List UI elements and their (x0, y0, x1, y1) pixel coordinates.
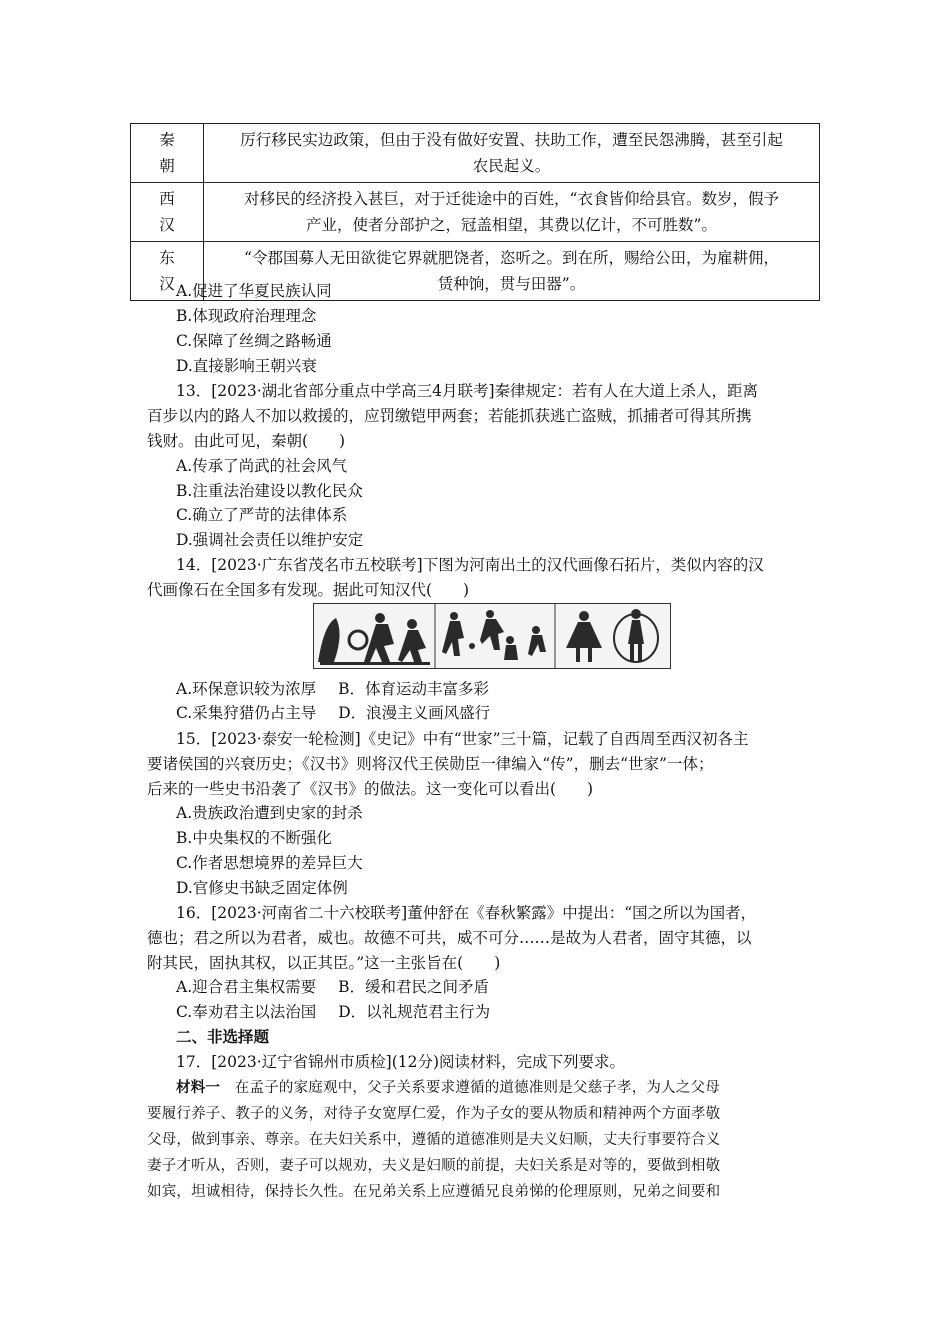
dynasty-char: 东 (159, 249, 175, 267)
q14-options-row-1 (176, 677, 846, 701)
q16-options-row-2 (176, 1000, 846, 1024)
q12-option-b[interactable]: B.体现政府治理理念 (176, 307, 317, 325)
policy-text: 厉行移民实边政策，但由于没有做好安置、扶助工作，遭至民怨沸腾，甚至引起 (240, 131, 783, 149)
q15-option-b[interactable]: B.中央集权的不断强化 (176, 829, 332, 847)
q13-option-b[interactable]: B.注重法治建设以教化民众 (176, 482, 363, 500)
policy-text: 对移民的经济投入甚巨，对于迁徙途中的百姓，“衣食皆仰给县官。数岁，假予 (244, 190, 779, 208)
q16-options-row-1 (176, 975, 846, 999)
q14-options-row-2 (176, 701, 846, 725)
q13-option-a[interactable]: A.传承了尚武的社会风气 (176, 457, 348, 475)
q14-stem: 代画像石在全国多有发现。据此可知汉代( ) (147, 581, 470, 599)
policy-cell (204, 183, 820, 242)
table-row (131, 124, 820, 183)
q15-option-c[interactable]: C.作者思想境界的差异巨大 (176, 854, 363, 872)
material-label: 材料一 (176, 1080, 221, 1096)
dynasty-cell (131, 124, 204, 183)
q15-stem: 15．[2023·泰安一轮检测]《史记》中有“世家”三十篇，记载了自西周至西汉初各主 (176, 730, 749, 748)
q14-option-a[interactable]: A.环保意识较为浓厚 (176, 680, 317, 698)
q17-material-1 (176, 1076, 846, 1100)
q12-option-d[interactable]: D.直接影响王朝兴衰 (176, 357, 317, 375)
migration-policy-table (130, 123, 820, 301)
q13-stem: 钱财。由此可见，秦朝( ) (147, 432, 346, 450)
q15-stem: 要诸侯国的兴衰历史；《汉书》则将汉代王侯勋臣一律编入“传”，删去“世家”一体； (147, 755, 714, 773)
policy-text: “令郡国募人无田欲徙它界就肥饶者，恣听之。到在所，赐给公田，为雇耕佣， (244, 249, 779, 267)
q16-option-b[interactable]: B．缓和君民之间矛盾 (338, 978, 490, 996)
q17-stem: 17．[2023·辽宁省锦州市质检](12分)阅读材料，完成下列要求。 (176, 1053, 626, 1071)
q13-stem: 百步以内的路人不加以救援的，应罚缴铠甲两套；若能抓获逃亡盗贼，抓捕者可得其所携 (147, 407, 752, 425)
q14-option-b[interactable]: B．体育运动丰富多彩 (338, 680, 490, 698)
policy-cell (204, 124, 820, 183)
material-text: 妻子才听从，否则，妻子可以规劝，夫义是妇顺的前提，夫妇关系是对等的，要做到相敬 (147, 1158, 721, 1174)
dynasty-char: 朝 (159, 157, 175, 175)
dynasty-char: 秦 (159, 131, 175, 149)
dynasty-char: 汉 (159, 275, 175, 293)
q13-option-d[interactable]: D.强调社会责任以维护安定 (176, 531, 364, 549)
q15-stem: 后来的一些史书沿袭了《汉书》的做法。这一变化可以看出( ) (147, 780, 594, 798)
han-stone-relief-rubbing (313, 603, 671, 669)
material-text: 父母，做到事亲、尊亲。在夫妇关系中，遵循的道德准则是夫义妇顺，丈夫行事要符合义 (147, 1132, 721, 1148)
q16-option-a[interactable]: A.迎合君主集权需要 (176, 978, 317, 996)
q16-stem: 16．[2023·河南省二十六校联考]董仲舒在《春秋繁露》中提出：“国之所以为国者， (176, 904, 757, 922)
q13-option-c[interactable]: C.确立了严苛的法律体系 (176, 506, 348, 524)
q15-option-a[interactable]: A.贵族政治遭到史家的封杀 (176, 804, 363, 822)
section-heading: 二、非选择题 (176, 1027, 270, 1046)
q16-stem: 附其民，固执其权，以正其臣。”这一主张旨在( ) (147, 954, 501, 972)
q16-stem: 德也；君之所以为君者，威也。故德不可共，威不可分……是故为人君者，固守其德，以 (147, 929, 752, 947)
table-row (131, 183, 820, 242)
dynasty-char: 西 (159, 190, 175, 208)
policy-text: 赁种饷，贯与田器”。 (437, 275, 586, 293)
material-text: 在孟子的家庭观中，父子关系要求遵循的道德准则是父慈子孝，为人之父母 (220, 1080, 720, 1096)
q12-option-c[interactable]: C.保障了丝绸之路畅通 (176, 332, 332, 350)
dynasty-cell (131, 183, 204, 242)
dynasty-char: 汉 (159, 216, 175, 234)
q15-option-d[interactable]: D.官修史书缺乏固定体例 (176, 879, 348, 897)
q14-option-d[interactable]: D．浪漫主义画风盛行 (338, 704, 491, 722)
q14-stem: 14．[2023·广东省茂名市五校联考]下图为河南出土的汉代画像石拓片，类似内容的汉 (176, 556, 764, 574)
material-text: 如宾，坦诚相待，保持长久性。在兄弟关系上应遵循兄良弟悌的伦理原则，兄弟之间要和 (147, 1184, 721, 1200)
q16-option-d[interactable]: D．以礼规范君主行为 (338, 1003, 491, 1021)
q12-option-a[interactable]: A.促进了华夏民族认同 (176, 282, 332, 300)
material-text: 要履行养子、教子的义务，对待子女宽厚仁爱，作为子女的要从物质和精神两个方面孝敬 (147, 1106, 721, 1122)
policy-text: 农民起义。 (472, 157, 551, 175)
policy-text: 产业，使者分部护之，冠盖相望，其费以亿计，不可胜数”。 (306, 216, 717, 234)
q16-option-c[interactable]: C.奉劝君主以法治国 (176, 1003, 317, 1021)
q14-option-c[interactable]: C.采集狩猎仍占主导 (176, 704, 317, 722)
q13-stem: 13．[2023·湖北省部分重点中学高三4月联考]秦律规定：若有人在大道上杀人，距离 (176, 382, 759, 400)
